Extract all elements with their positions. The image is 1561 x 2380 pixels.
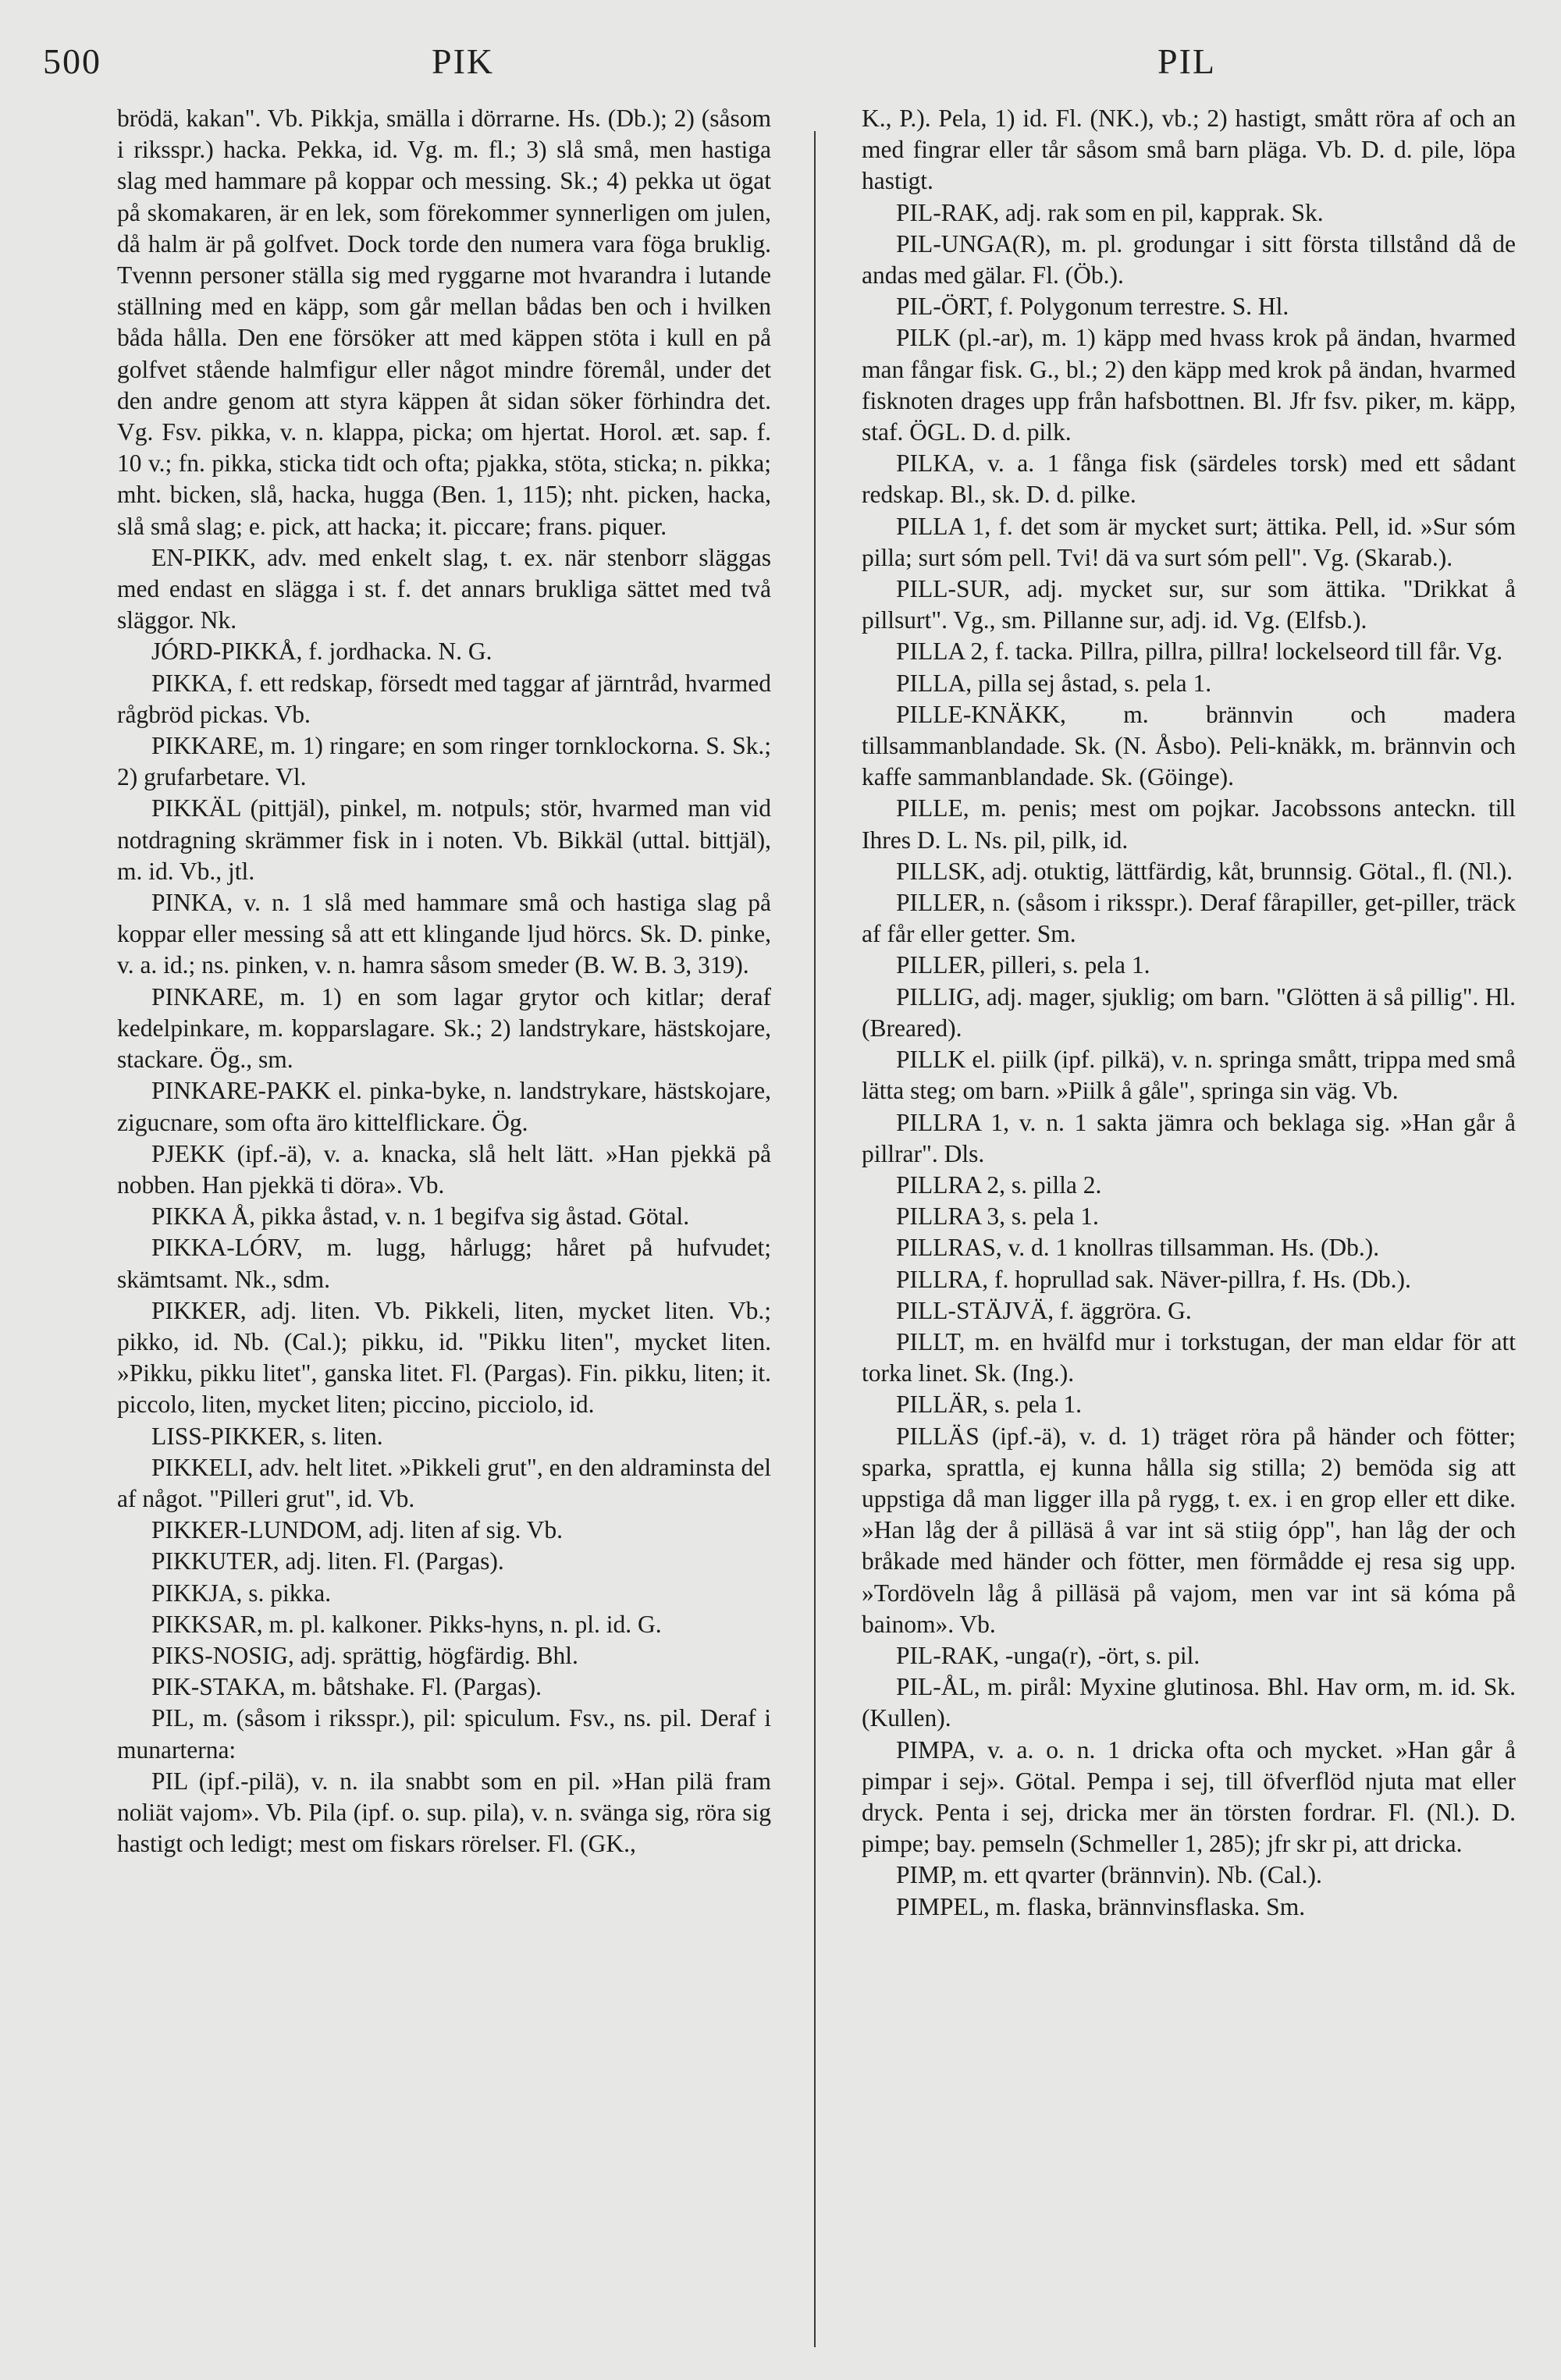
entry-paragraph: PINKA, v. n. 1 slå med hammare små och hastiga slag på koppar eller messing så att ett klingande ljud hörcs. Sk. D. pinke, v. a. id.; ns. pinken, v. n. hamra såsom smeder (B. W. B. 3, 319). <box>117 889 771 979</box>
entry-paragraph: PILLRA 3, s. pela 1. <box>896 1202 1099 1231</box>
entry-paragraph: PIL, m. (såsom i riksspr.), pil: spiculum. Fsv., ns. pil. Deraf i munarterna: <box>117 1704 771 1764</box>
entry-paragraph: PILLA 1, f. det som är mycket surt; ättika. Pell, id. »Sur sóm pilla; surt sóm pell. Tvi! dä va surt sóm pell". Vg. (Skarab.). <box>862 512 1516 571</box>
entry-paragraph: PILLRA 2, s. pilla 2. <box>896 1170 1102 1199</box>
entry-paragraph: PIK-STAKA, m. båtshake. Fl. (Pargas). <box>151 1673 542 1701</box>
entry-paragraph: PIL-ÖRT, f. Polygonum terrestre. S. Hl. <box>896 293 1289 321</box>
entry-paragraph: PILLT, m. en hvälfd mur i torkstugan, der man eldar för att torka linet. Sk. (Ing.). <box>862 1327 1516 1387</box>
entry-paragraph: PINKARE-PAKK el. pinka-byke, n. landstrykare, hästskojare, zigucnare, som ofta äro kittelflickare. Ög. <box>117 1077 771 1136</box>
entry-paragraph: PIKKÄL (pittjäl), pinkel, m. notpuls; stör, hvarmed man vid notdragning skrämmer fisk in i noten. Vb. Bikkäl (uttal. bittjäl), m. id. Vb., jtl. <box>117 794 771 885</box>
entry-paragraph: PIKKELI, adv. helt litet. »Pikkeli grut", en den aldraminsta del af något. "Pilleri grut", id. Vb. <box>117 1453 771 1512</box>
entry-paragraph: PIL-RAK, -unga(r), -ört, s. pil. <box>896 1641 1200 1669</box>
entry-paragraph: PIMP, m. ett qvarter (brännvin). Nb. (Cal.). <box>896 1861 1322 1889</box>
entry-paragraph: PILLRA 1, v. n. 1 sakta jämra och beklaga sig. »Han går å pillrar". Dls. <box>862 1108 1516 1167</box>
entry-paragraph: PILLA 2, f. tacka. Pillra, pillra, pillra! lockelseord till får. Vg. <box>896 638 1503 666</box>
entry-paragraph: PJEKK (ipf.-ä), v. a. knacka, slå helt lätt. »Han pjekkä på nobben. Han pjekkä ti döra». Vb. <box>117 1139 771 1199</box>
entry-paragraph: PILLER, n. (såsom i riksspr.). Deraf fårapiller, get-piller, träck af får eller getter. Sm. <box>862 889 1516 948</box>
entry-paragraph: PIL-UNGA(R), m. pl. grodungar i sitt första tillstånd då de andas med gälar. Fl. (Öb.). <box>862 229 1516 290</box>
entry-paragraph: PILLA, pilla sej åstad, s. pela 1. <box>896 669 1212 697</box>
entry-paragraph: PILL-STÄJVÄ, f. äggröra. G. <box>896 1296 1192 1324</box>
entry-paragraph: PIKKARE, m. 1) ringare; en som ringer tornklockorna. S. Sk.; 2) grufarbetare. Vl. <box>117 732 771 791</box>
entry-paragraph: PIL (ipf.-pilä), v. n. ila snabbt som en pil. »Han pilä fram noliät vajom». Vb. Pila (ipf. o. sup. pila), v. n. svänga sig, röra sig hastigt och ledigt; mest om fiskars rörelser. Fl. (GK., <box>117 1767 771 1858</box>
entry-paragraph: PILLE-KNÄKK, m. brännvin och madera tillsammanblandade. Sk. (N. Åsbo). Peli-knäkk, m. brännvin och kaffe sammanblandade. Sk. (Göinge). <box>862 700 1516 791</box>
entry-paragraph: PILLRA, f. hoprullad sak. Näver-pillra, f. Hs. (Db.). <box>896 1265 1411 1293</box>
entry-paragraph: PILLSK, adj. otuktig, lättfärdig, kåt, brunnsig. Götal., fl. (Nl.). <box>896 857 1513 885</box>
column-divider <box>814 131 816 2347</box>
left-column <box>117 103 771 1860</box>
right-column <box>862 103 1516 1923</box>
entry-paragraph: PIKKA Å, pikka åstad, v. n. 1 begifva sig åstad. Götal. <box>151 1202 690 1231</box>
entry-paragraph: PILLK el. piilk (ipf. pilkä), v. n. springa smått, trippa med små lätta steg; om barn. »Piilk å gåle", springa sin väg. Vb. <box>862 1046 1516 1105</box>
entry-paragraph: PIKKER-LUNDOM, adj. liten af sig. Vb. <box>151 1516 563 1544</box>
right-guide-word: PIL <box>1157 41 1216 81</box>
entry-paragraph: K., P.). Pela, 1) id. Fl. (NK.), vb.; 2) hastigt, smått röra af och an med fingrar eller tår såsom små barn pläga. Vb. D. d. pile, löpa hastigt. <box>862 105 1516 195</box>
entry-paragraph: JÓRD-PIKKÅ, f. jordhacka. N. G. <box>151 638 492 666</box>
entry-paragraph: LISS-PIKKER, s. liten. <box>151 1422 383 1450</box>
entry-paragraph: PILLER, pilleri, s. pela 1. <box>896 951 1150 979</box>
entry-paragraph: PIKKJA, s. pikka. <box>151 1579 332 1607</box>
entry-paragraph: PIKKA, f. ett redskap, försedt med taggar af järntråd, hvarmed rågbröd pickas. Vb. <box>117 669 771 728</box>
entry-paragraph: PILK (pl.-ar), m. 1) käpp med hvass krok på ändan, hvarmed man fångar fisk. G., bl.; 2) den käpp med krok på ändan, hvarmed fisknoten drages upp från hafsbottnen. Bl. Jfr fsv. piker, m. käpp, staf. ÖGL. D. d. pilk. <box>862 324 1516 446</box>
entry-paragraph: PILLRAS, v. d. 1 knollras tillsamman. Hs. (Db.). <box>896 1234 1380 1262</box>
entry-paragraph: PILL-SUR, adj. mycket sur, sur som ättika. "Drikkat å pillsurt". Vg., sm. Pillanne sur, adj. id. Vg. (Elfsb.). <box>862 575 1516 634</box>
entry-paragraph: PILLIG, adj. mager, sjuklig; om barn. "Glötten ä så pillig". Hl. (Breared). <box>862 982 1516 1042</box>
entry-paragraph: PIKS-NOSIG, adj. sprättig, högfärdig. Bhl. <box>151 1641 578 1669</box>
entry-paragraph: EN-PIKK, adv. med enkelt slag, t. ex. när stenborr släggas med endast en slägga i st. f. det annars brukliga sättet med två släggor. Nk. <box>117 543 771 634</box>
entry-paragraph: PILLE, m. penis; mest om pojkar. Jacobssons anteckn. till Ihres D. L. Ns. pil, pilk, id. <box>862 794 1516 854</box>
entry-paragraph: PIKKSAR, m. pl. kalkoner. Pikks-hyns, n. pl. id. G. <box>151 1610 662 1638</box>
entry-paragraph: PINKARE, m. 1) en som lagar grytor och kitlar; deraf kedelpinkare, m. kopparslagare. Sk.; 2) landstrykare, hästskojare, stackare. Ög., sm. <box>117 982 771 1074</box>
entry-paragraph: PILLÄS (ipf.-ä), v. d. 1) träget röra på händer och fötter; sparka, sprattla, ej kunna hålla sig stilla; 2) bemöda sig att uppstiga då man ligger illa på rygg, t. ex. i en grop eller ett dike. »Han låg der å pilläsä å var int sä stiig ópp", han låg der och bråkade med händer och fötter, men förmådde ej resa sig upp. »Tordöveln låg å pilläsä på vajom, men var int sä kóma på bainom». Vb. <box>862 1422 1516 1638</box>
entry-paragraph: PIKKER, adj. liten. Vb. Pikkeli, liten, mycket liten. Vb.; pikko, id. Nb. (Cal.); pikku, id. "Pikku liten", mycket liten. »Pikku, pikku litet", ganska litet. Fl. (Pargas). Fin. pikku, liten; it. piccolo, liten, mycket liten; piccino, picciolo, id. <box>117 1296 771 1419</box>
entry-paragraph: PIKKUTER, adj. liten. Fl. (Pargas). <box>151 1547 504 1575</box>
entry-paragraph: PILLÄR, s. pela 1. <box>896 1391 1082 1419</box>
entry-paragraph: PIL-RAK, adj. rak som en pil, kapprak. Sk. <box>896 198 1324 226</box>
entry-paragraph: PILKA, v. a. 1 fånga fisk (särdeles torsk) med ett sådant redskap. Bl., sk. D. d. pilke. <box>862 449 1516 509</box>
entry-paragraph: brödä, kakan". Vb. Pikkja, smälla i dörrarne. Hs. (Db.); 2) (såsom i riksspr.) hacka. Pekka, id. Vg. m. fl.; 3) slå små, men hastiga slag med hammare på koppar och messing. Sk.; 4) pekka ut ögat på skomakaren, är en lek, som förekommer synnerligen om julen, då halm är på golfvet. Dock torde den numera vara föga bruklig. Tvennn personer ställa sig med ryggarne mot hvarandra i lutande ställning med en käpp, som går mellan bådas ben och i hvilken båda hålla. Den ene försöker att med käppen stöta i kull en på golfvet stående halmfigur eller något mindre föremål, under det den andre genom att styra käppen åt sidan söker förhindra det. Vg. Fsv. pikka, v. n. klappa, picka; om hjertat. Horol. æt. sap. f. 10 v.; fn. pikka, sticka tidt och ofta; pjakka, stöta, sticka; n. pikka; mht. bicken, slå, hacka, hugga (Ben. 1, 115); nht. picken, hacka, slå små slag; e. pick, att hacka; it. piccare; frans. piquer. <box>117 105 771 540</box>
left-guide-word: PIK <box>432 41 495 81</box>
page-number: 500 <box>43 41 101 81</box>
page-header <box>0 41 1561 95</box>
entry-paragraph: PIMPEL, m. flaska, brännvinsflaska. Sm. <box>896 1892 1306 1920</box>
entry-paragraph: PIL-ÅL, m. pirål: Myxine glutinosa. Bhl. Hav orm, m. id. Sk. (Kullen). <box>862 1673 1516 1732</box>
entry-paragraph: PIMPA, v. a. o. n. 1 dricka ofta och mycket. »Han går å pimpar i sej». Götal. Pempa i sej, till öfverflöd njuta mat eller dryck. Penta i sej, dricka mer än törsten fordrar. Fl. (Nl.). D. pimpe; bay. pemseln (Schmeller 1, 285); jfr skr pi, att dricka. <box>862 1735 1516 1858</box>
entry-paragraph: PIKKA-LÓRV, m. lugg, hårlugg; håret på hufvudet; skämtsamt. Nk., sdm. <box>117 1234 771 1293</box>
